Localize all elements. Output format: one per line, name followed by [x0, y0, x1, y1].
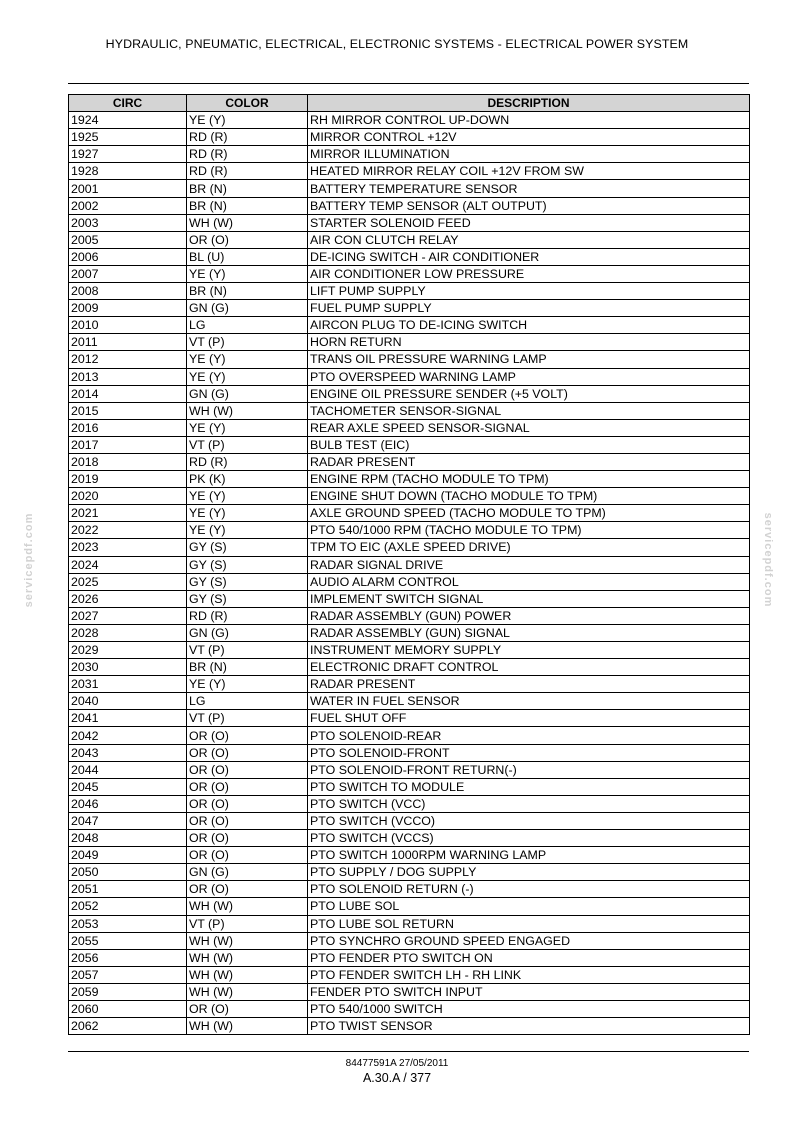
cell-color: OR (O) [187, 744, 308, 761]
cell-color: WH (W) [187, 898, 308, 915]
cell-circ: 1925 [69, 129, 187, 146]
cell-description: ELECTRONIC DRAFT CONTROL [308, 659, 750, 676]
table-row [69, 659, 750, 676]
table-row [69, 624, 750, 641]
cell-circ: 2011 [69, 334, 187, 351]
table-row [69, 317, 750, 334]
cell-description: ENGINE OIL PRESSURE SENDER (+5 VOLT) [308, 385, 750, 402]
cell-color: GN (G) [187, 864, 308, 881]
cell-description: INSTRUMENT MEMORY SUPPLY [308, 642, 750, 659]
cell-circ: 2031 [69, 676, 187, 693]
cell-color: OR (O) [187, 847, 308, 864]
cell-circ: 1928 [69, 163, 187, 180]
table-row [69, 778, 750, 795]
cell-description: RH MIRROR CONTROL UP-DOWN [308, 112, 750, 129]
cell-color: GY (S) [187, 556, 308, 573]
cell-circ: 2048 [69, 830, 187, 847]
cell-color: OR (O) [187, 830, 308, 847]
table-row [69, 864, 750, 881]
column-header-color: COLOR [187, 95, 308, 112]
cell-color: BR (N) [187, 197, 308, 214]
table-row [69, 180, 750, 197]
watermark-left: servicepdf.com [23, 512, 35, 608]
cell-description: RADAR ASSEMBLY (GUN) POWER [308, 607, 750, 624]
cell-circ: 2026 [69, 590, 187, 607]
cell-circ: 2050 [69, 864, 187, 881]
cell-color: LG [187, 317, 308, 334]
cell-description: AIR CON CLUTCH RELAY [308, 231, 750, 248]
cell-circ: 2059 [69, 983, 187, 1000]
table-row [69, 573, 750, 590]
cell-description: PTO SWITCH (VCC) [308, 795, 750, 812]
cell-description: ENGINE SHUT DOWN (TACHO MODULE TO TPM) [308, 488, 750, 505]
cell-color: BR (N) [187, 180, 308, 197]
cell-circ: 2042 [69, 727, 187, 744]
cell-description: AIR CONDITIONER LOW PRESSURE [308, 265, 750, 282]
cell-color: YE (Y) [187, 505, 308, 522]
cell-color: GN (G) [187, 624, 308, 641]
cell-description: PTO SWITCH 1000RPM WARNING LAMP [308, 847, 750, 864]
table-row [69, 795, 750, 812]
cell-color: YE (Y) [187, 265, 308, 282]
table-row [69, 453, 750, 470]
cell-circ: 2019 [69, 471, 187, 488]
cell-description: TRANS OIL PRESSURE WARNING LAMP [308, 351, 750, 368]
cell-circ: 2052 [69, 898, 187, 915]
table-row [69, 710, 750, 727]
footer-page-reference: A.30.A / 377 [362, 1071, 432, 1085]
cell-circ: 2030 [69, 659, 187, 676]
cell-description: FUEL PUMP SUPPLY [308, 300, 750, 317]
table-row [69, 539, 750, 556]
cell-color: OR (O) [187, 1000, 308, 1017]
table-row [69, 1000, 750, 1017]
cell-color: WH (W) [187, 1018, 308, 1035]
cell-color: OR (O) [187, 778, 308, 795]
cell-description: PTO SYNCHRO GROUND SPEED ENGAGED [308, 932, 750, 949]
cell-circ: 2006 [69, 248, 187, 265]
cell-color: WH (W) [187, 932, 308, 949]
cell-description: PTO SUPPLY / DOG SUPPLY [308, 864, 750, 881]
cell-description: PTO SOLENOID-FRONT RETURN(-) [308, 761, 750, 778]
cell-description: FENDER PTO SWITCH INPUT [308, 983, 750, 1000]
cell-circ: 2028 [69, 624, 187, 641]
cell-color: YE (Y) [187, 419, 308, 436]
table-body [69, 112, 750, 1035]
cell-description: PTO SOLENOID RETURN (-) [308, 881, 750, 898]
table-row [69, 112, 750, 129]
cell-color: BR (N) [187, 283, 308, 300]
cell-circ: 2044 [69, 761, 187, 778]
column-header-circ: CIRC [69, 95, 187, 112]
cell-circ: 2016 [69, 419, 187, 436]
cell-color: VT (P) [187, 642, 308, 659]
cell-color: VT (P) [187, 436, 308, 453]
cell-circ: 2005 [69, 231, 187, 248]
table-row [69, 915, 750, 932]
table-row [69, 676, 750, 693]
table-row [69, 522, 750, 539]
cell-color: GN (G) [187, 385, 308, 402]
cell-circ: 2023 [69, 539, 187, 556]
cell-description: PTO FENDER SWITCH LH - RH LINK [308, 966, 750, 983]
cell-circ: 2015 [69, 402, 187, 419]
table-row [69, 847, 750, 864]
cell-circ: 2040 [69, 693, 187, 710]
cell-description: PTO 540/1000 SWITCH [308, 1000, 750, 1017]
cell-color: BR (N) [187, 659, 308, 676]
cell-description: AXLE GROUND SPEED (TACHO MODULE TO TPM) [308, 505, 750, 522]
table-row [69, 590, 750, 607]
cell-description: LIFT PUMP SUPPLY [308, 283, 750, 300]
cell-color: RD (R) [187, 163, 308, 180]
table-row [69, 898, 750, 915]
cell-description: RADAR ASSEMBLY (GUN) SIGNAL [308, 624, 750, 641]
cell-description: ENGINE RPM (TACHO MODULE TO TPM) [308, 471, 750, 488]
table-row [69, 146, 750, 163]
cell-circ: 2008 [69, 283, 187, 300]
cell-color: RD (R) [187, 453, 308, 470]
cell-circ: 2012 [69, 351, 187, 368]
table-row [69, 300, 750, 317]
cell-description: PTO SWITCH (VCCO) [308, 812, 750, 829]
cell-circ: 2051 [69, 881, 187, 898]
cell-description: PTO SOLENOID-FRONT [308, 744, 750, 761]
table-row [69, 197, 750, 214]
cell-description: PTO TWIST SENSOR [308, 1018, 750, 1035]
table-row [69, 385, 750, 402]
cell-circ: 2020 [69, 488, 187, 505]
cell-circ: 2001 [69, 180, 187, 197]
page-header-title: HYDRAULIC, PNEUMATIC, ELECTRICAL, ELECTRONIC SYSTEMS - ELECTRICAL POWER SYSTEM [105, 37, 689, 51]
cell-description: BATTERY TEMP SENSOR (ALT OUTPUT) [308, 197, 750, 214]
cell-circ: 2022 [69, 522, 187, 539]
cell-color: WH (W) [187, 966, 308, 983]
cell-description: HORN RETURN [308, 334, 750, 351]
cell-description: RADAR PRESENT [308, 676, 750, 693]
cell-circ: 2027 [69, 607, 187, 624]
cell-color: YE (Y) [187, 368, 308, 385]
table-row [69, 830, 750, 847]
table-row [69, 556, 750, 573]
table-row [69, 505, 750, 522]
table-row [69, 283, 750, 300]
cell-description: AIRCON PLUG TO DE-ICING SWITCH [308, 317, 750, 334]
table-row [69, 419, 750, 436]
cell-description: PTO SWITCH (VCCS) [308, 830, 750, 847]
cell-description: TACHOMETER SENSOR-SIGNAL [308, 402, 750, 419]
cell-color: OR (O) [187, 795, 308, 812]
cell-description: RADAR SIGNAL DRIVE [308, 556, 750, 573]
cell-color: OR (O) [187, 761, 308, 778]
cell-circ: 2043 [69, 744, 187, 761]
table-row [69, 214, 750, 231]
table-row [69, 642, 750, 659]
cell-color: OR (O) [187, 881, 308, 898]
cell-circ: 2049 [69, 847, 187, 864]
cell-color: WH (W) [187, 402, 308, 419]
cell-description: PTO LUBE SOL RETURN [308, 915, 750, 932]
cell-circ: 2017 [69, 436, 187, 453]
cell-circ: 2021 [69, 505, 187, 522]
cell-description: FUEL SHUT OFF [308, 710, 750, 727]
footer-document-code: 84477591A 27/05/2011 [345, 1058, 449, 1069]
cell-color: GY (S) [187, 539, 308, 556]
cell-circ: 2045 [69, 778, 187, 795]
table-row [69, 351, 750, 368]
cell-color: OR (O) [187, 812, 308, 829]
column-header-description: DESCRIPTION [308, 95, 750, 112]
cell-color: VT (P) [187, 710, 308, 727]
cell-circ: 2053 [69, 915, 187, 932]
cell-color: OR (O) [187, 231, 308, 248]
cell-color: RD (R) [187, 607, 308, 624]
cell-description: DE-ICING SWITCH - AIR CONDITIONER [308, 248, 750, 265]
table-row [69, 812, 750, 829]
table-row [69, 1018, 750, 1035]
cell-color: YE (Y) [187, 522, 308, 539]
watermark-right: servicepdf.com [762, 512, 774, 608]
table-header-row [69, 95, 750, 112]
cell-description: WATER IN FUEL SENSOR [308, 693, 750, 710]
cell-color: PK (K) [187, 471, 308, 488]
cell-circ: 2041 [69, 710, 187, 727]
table-row [69, 607, 750, 624]
cell-description: RADAR PRESENT [308, 453, 750, 470]
table-row [69, 761, 750, 778]
table-row [69, 949, 750, 966]
cell-circ: 1927 [69, 146, 187, 163]
cell-circ: 2046 [69, 795, 187, 812]
table-row [69, 436, 750, 453]
cell-circ: 2056 [69, 949, 187, 966]
cell-circ: 2007 [69, 265, 187, 282]
cell-circ: 2014 [69, 385, 187, 402]
cell-color: YE (Y) [187, 676, 308, 693]
cell-circ: 2013 [69, 368, 187, 385]
cell-color: OR (O) [187, 727, 308, 744]
cell-circ: 2062 [69, 1018, 187, 1035]
cell-circ: 2003 [69, 214, 187, 231]
cell-description: PTO SOLENOID-REAR [308, 727, 750, 744]
cell-circ: 2057 [69, 966, 187, 983]
cell-color: WH (W) [187, 983, 308, 1000]
table-row [69, 129, 750, 146]
table-row [69, 163, 750, 180]
cell-description: MIRROR ILLUMINATION [308, 146, 750, 163]
cell-circ: 2047 [69, 812, 187, 829]
table-row [69, 932, 750, 949]
cell-color: GN (G) [187, 300, 308, 317]
cell-color: BL (U) [187, 248, 308, 265]
cell-description: MIRROR CONTROL +12V [308, 129, 750, 146]
cell-description: STARTER SOLENOID FEED [308, 214, 750, 231]
cell-color: WH (W) [187, 949, 308, 966]
cell-color: YE (Y) [187, 488, 308, 505]
cell-color: WH (W) [187, 214, 308, 231]
cell-description: PTO SWITCH TO MODULE [308, 778, 750, 795]
cell-color: RD (R) [187, 129, 308, 146]
cell-circ: 2002 [69, 197, 187, 214]
table-row [69, 402, 750, 419]
table-row [69, 727, 750, 744]
cell-circ: 2025 [69, 573, 187, 590]
cell-color: VT (P) [187, 915, 308, 932]
cell-description: HEATED MIRROR RELAY COIL +12V FROM SW [308, 163, 750, 180]
cell-description: AUDIO ALARM CONTROL [308, 573, 750, 590]
table-row [69, 881, 750, 898]
table-row [69, 983, 750, 1000]
table-row [69, 265, 750, 282]
cell-description: BATTERY TEMPERATURE SENSOR [308, 180, 750, 197]
cell-description: TPM TO EIC (AXLE SPEED DRIVE) [308, 539, 750, 556]
cell-description: PTO OVERSPEED WARNING LAMP [308, 368, 750, 385]
cell-circ: 2010 [69, 317, 187, 334]
cell-circ: 2029 [69, 642, 187, 659]
footer-divider [68, 1051, 749, 1052]
cell-description: PTO LUBE SOL [308, 898, 750, 915]
cell-description: PTO 540/1000 RPM (TACHO MODULE TO TPM) [308, 522, 750, 539]
cell-circ: 1924 [69, 112, 187, 129]
table-row [69, 248, 750, 265]
cell-circ: 2060 [69, 1000, 187, 1017]
table-row [69, 488, 750, 505]
cell-circ: 2018 [69, 453, 187, 470]
cell-color: LG [187, 693, 308, 710]
table-row [69, 966, 750, 983]
cell-circ: 2055 [69, 932, 187, 949]
cell-description: BULB TEST (EIC) [308, 436, 750, 453]
cell-color: YE (Y) [187, 112, 308, 129]
cell-description: PTO FENDER PTO SWITCH ON [308, 949, 750, 966]
table-row [69, 334, 750, 351]
circuit-table [68, 94, 750, 1035]
header-divider [68, 83, 749, 84]
cell-color: GY (S) [187, 590, 308, 607]
table-row [69, 693, 750, 710]
cell-color: GY (S) [187, 573, 308, 590]
table-row [69, 231, 750, 248]
cell-color: VT (P) [187, 334, 308, 351]
cell-circ: 2024 [69, 556, 187, 573]
cell-color: YE (Y) [187, 351, 308, 368]
table-row [69, 744, 750, 761]
cell-circ: 2009 [69, 300, 187, 317]
table-row [69, 368, 750, 385]
cell-description: REAR AXLE SPEED SENSOR-SIGNAL [308, 419, 750, 436]
cell-description: IMPLEMENT SWITCH SIGNAL [308, 590, 750, 607]
table-row [69, 471, 750, 488]
cell-color: RD (R) [187, 146, 308, 163]
